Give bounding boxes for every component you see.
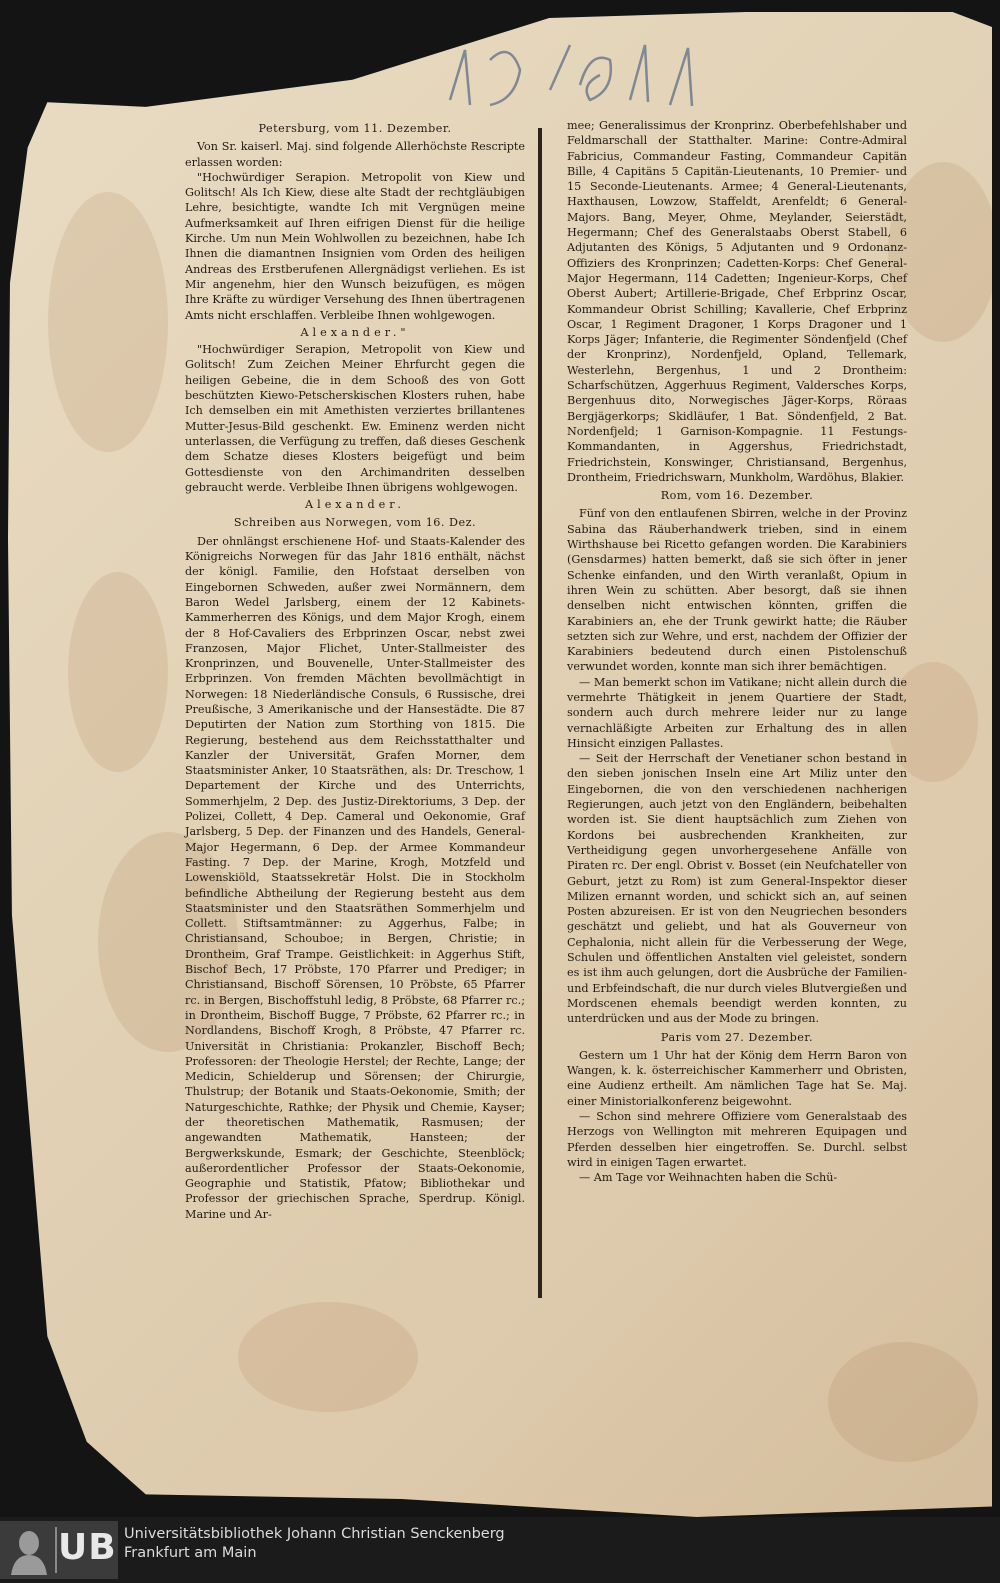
article-paragraph: "Hochwürdiger Serapion. Metropolit von Kiew und Golitsch! Als Ich Kiew, diese alte Stadt der rechtgläubigen Lehre, besichtigte, wandte Ich mit Vergnügen meine Aufmerksamkeit auf Ihren eifrigen Dienst für die heilige Kirche. Um nun Mein Wohlwollen zu bezeichnen, habe Ich Ihnen die diamantnen Insignien vom Orden des heiligen Andreas des Erstberufenen Allergnädigst verliehen. Es ist Mir angenehm, hier den Wunsch beizufügen, es mögen Ihre Kräfte zu würdiger Versehung des Ihnen übertragenen Amts nicht erschlaffen. Verbleibe Ihnen wohlgewogen. — [185, 170, 525, 322]
left-column — [185, 118, 525, 1222]
signature: Alexander. — [305, 498, 405, 512]
article-paragraph: Fünf von den entlaufenen Sbirren, welche in der Provinz Sabina das Räuberhandwerk trieben, sind in einem Wirthshause bei Ricetto gefangen worden. Die Karabiniers (Gensdarmes) hatten bemerkt, daß sie sich öfter in jener Schenke einfanden, und den Wirth veranlaßt, Opium in ihren Wein zu schütten. Aber besorgt, daß sie ihnen denselben nicht entwischen könnten, griffen die Karabiniers an, ehe der Trunk gewirkt hatte; die Räuber setzten sich zur Wehre, und erst, nachdem der Offizier der Karabiniers bedeutend durch einen Pistolenschuß verwundet worden, konnte man sich ihrer bemächtigen. — [567, 507, 907, 674]
article-paragraph: — Seit der Herrschaft der Venetianer schon bestand in den sieben jonischen Inseln eine Art Miliz unter den Eingebornen, die von den verschiedenen nachherigen Regierungen, auch jetzt von den Engländern, beibehalten worden ist. Sie dient hauptsächlich zum Ziehen von Kordons bei ausbrechenden Krankheiten, zur Vertheidigung gegen unvorhergesehene Anfälle von Piraten rc. Der engl. Obrist v. Bosset (ein Neufchateller von Geburt, jetzt zu Rom) ist zum General-Inspektor dieser Milizen ernannt worden, und schickt sich an, auf seinen Posten abzureisen. Er ist von den Neugriechen besonders geschätzt und geliebt, und hat als Gouverneur von Cephalonia, nicht allein für die Verbesserung der Wege, Schulen und öffentlichen Anstalten viel geleistet, sondern es ist ihm auch gelungen, dort die Ausbrüche der Familien- und Erbfeindschaft, die nur durch vieles Blutvergießen und Mordscenen ehemals beendigt werden konnten, zu unterdrücken und aus der Mode zu bringen. — [567, 752, 907, 1026]
library-name-line2: Frankfurt am Main — [124, 1545, 257, 1561]
logo-divider — [55, 1527, 57, 1573]
heading-norwegen: Schreiben aus Norwegen, vom 16. Dez. — [233, 516, 477, 530]
article-paragraph: — Schon sind mehrere Offiziere vom Generalstaab des Herzogs von Wellington mit mehreren Equipagen und Pferden desselben hier eingetroffen. Se. Durchl. selbst wird in einigen Tagen erwartet. — [567, 1110, 907, 1169]
portrait-icon — [6, 1525, 52, 1575]
article-paragraph: — Am Tage vor Weihnachten haben die Schü- — [579, 1171, 838, 1185]
right-column — [567, 118, 907, 1185]
article-paragraph: Von Sr. kaiserl. Maj. sind folgende Allerhöchste Rescripte erlassen worden: — [185, 140, 525, 169]
heading-petersburg: Petersburg, vom 11. Dezember. — [258, 122, 452, 135]
heading-paris: Paris vom 27. Dezember. — [660, 1030, 814, 1044]
article-paragraph: "Hochwürdiger Serapion, Metropolit von Kiew und Golitsch! Zum Zeichen Meiner Ehrfurcht gegen die heiligen Gebeine, die in dem Schooß des von Gott beschützten Kiewo-Petscherskischen Klosters ruhen, habe Ich demselben ein mit Amethisten verziertes brillantenes Mutter-Jesus-Bild geschenkt. Ew. Eminenz werden nicht unterlassen, die Verfügung zu treffen, daß dieses Geschenk dem Schatze dieses Klosters beigefügt und beim Gottesdienste von den Archimandriten desselben gebraucht werde. Verbleibe Ihnen übrigens wohlgewogen. — [185, 343, 525, 494]
library-name[interactable] — [124, 1525, 505, 1563]
handwritten-note — [430, 30, 730, 130]
article-paragraph: — Man bemerkt schon im Vatikane; nicht allein durch die vermehrte Thätigkeit in jenem Quartiere der Stadt, sondern auch durch mehrere leider nur zu lange vernachläßigte Arbeiten zur Erhaltung des in allen Hinsicht einzigen Pallastes. — [567, 675, 907, 750]
heading-rom: Rom, vom 16. Dezember. — [660, 489, 814, 503]
article-paragraph: Der ohnlängst erschienene Hof- und Staats-Kalender des Königreichs Norwegen für das Jahr 1816 enthält, nächst der königl. Familie, den Hofstaat derselben von Eingebornen Schweden, außer zwei Normännern, dem Baron Wedel Jarlsberg, einem der 12 Kabinets-Kammerherren des Königs, und dem Major Krogh, einem der 8 Hof-Cavaliers des Erbprinzen Oscar, nebst zwei Franzosen, Major Flichet, Unter-Stallmeister des Kronprinzen, und Bouvenelle, Unter-Stallmeister des Erbprinzen. Von fremden Mächten bevollmächtigt in Norwegen: 18 Niederländische Consuls, 6 Russische, drei Preußische, 3 Amerikanische und der Hansestädte. Die 87 Deputirten der Nation zum Storthing von 1815. Die Regierung, bestehend aus dem Reichsstatthalter und Kanzler der Universität, Grafen Morner, dem Staatsminister Anker, 10 Staatsräthen, als: Dr. Treschow, 1 Departement der Kirche und des Unterrichts, Sommerhjelm, 2 Dep. des Justiz-Direktoriums, 3 Dep. der Polizei, Collett, 4 Dep. Cameral und Oekonomie, Graf Jarlsberg, 5 Dep. der Finanzen und des Handels, General-Major Hegermann, 6 Dep. der Armee Kommandeur Fasting. 7 Dep. der Marine, Krogh, Motzfeld und Lowenskiöld, Staatssekretär Holst. Die in Stockholm befindliche Abtheilung der Regierung besteht aus dem Staatsminister und den Staatsräthen Sommerhjelm und Collett. Stiftsamtmänner: zu Aggerhus, Falbe; in Christiansand, Schouboe; in Bergen, Christie; in Drontheim, Graf Trampe. Geistlichkeit: in Aggerhus Stift, Bischof Bech, 17 Pröbste, 170 Pfarrer und Prediger; in Christiansand, Bischoff Sörensen, 10 Pröbste, 65 Pfarrer rc. in Bergen, Bischoffstuhl ledig, 8 Pröbste, 68 Pfarrer rc.; in Drontheim, Bischoff Bugge, 7 Pröbste, 62 Pfarrer rc.; in Nordlandens, Bischoff Krogh, 8 Pröbste, 47 Pfarrer rc. Universität in Christiania: Prokanzler, Bischoff Bech; Professoren: der Theologie Herstel; der Rechte, Lange; der Medicin, Schielderup und Sörensen; der Chirurgie, Thulstrup; der Botanik und Staats-Oekonomie, Smith; der Naturgeschichte, Rathke; der Physik und Chemie, Kayser; der theoretischen Mathematik, Rasmusen; der angewandten Mathematik, Hansteen; der Bergwerkskunde, Esmark; der Geschichte, Steenblöck; außerordentlicher Professor der Staats-Oekonomie, Geographie und Statistik, Pfatow; Bibliothekar und Professor der griechischen Sprache, Sperdrup. Königl. Marine und Ar- — [185, 534, 525, 1221]
library-name-line1: Universitätsbibliothek Johann Christian Senckenberg — [124, 1526, 505, 1542]
signature: Alexander." — [300, 325, 410, 339]
logo-ub-text: UB — [58, 1527, 117, 1568]
article-paragraph: mee; Generalissimus der Kronprinz. Oberbefehlshaber und Feldmarschall der Statthalter. Marine: Contre-Admiral Fabricius, Commandeur Fasting, Commandeur Capitän Bille, 4 Capitäns 5 Capitän-Lieutenants, 10 Premier- und 15 Seconde-Lieutenants. Armee; 4 General-Lieutenants, Haxthausen, Lowzow, Staffeldt, Arenfeldt; 6 General-Majors. Bang, Meyer, Ohme, Meylander, Seierstädt, Hegermann; Chef des Generalstaabs Oberst Stabell, 6 Adjutanten des Königs, 5 Adjutanten und 9 Ordonanz-Offiziers des Kronprinzen; Cadetten-Korps: Chef General-Major Hegermann, 114 Cadetten; Ingenieur-Korps, Chef Oberst Aubert; Artillerie-Brigade, Chef Erbprinz Oscar, Kommandeur Obrist Schilling; Kavallerie, Chef Erbprinz Oscar, 1 Regiment Dragoner, 1 Korps Dragoner und 1 Korps Jäger; Infanterie, die Regimenter Söndenfjeld (Chef der Kronprinz), Nordenfjeld, Opland, Tellemark, Westerlehn, Bergenhus, 1 und 2 Drontheim: Scharfschützen, Aggerhuus Regiment, Valdersches Korps, Bergenhuus dito, Norwegisches Jäger-Korps, Röraas Bergjägerkorps; Skidläufer, 1 Bat. Söndenfjeld, 2 Bat. Nordenfjeld; 1 Garnison-Kompagnie. 11 Festungs-Kommandanten, in Aggershus, Friedrichstadt, Friedrichstein, Konswinger, Christiansand, Bergenhus, Drontheim, Friedrichswarn, Munkholm, Wardöhus, Blakier. — [567, 119, 907, 484]
article-paragraph: Gestern um 1 Uhr hat der König dem Herrn Baron von Wangen, k. k. österreichischer Kammerherr und Obristen, eine Audienz ertheilt. Am nämlichen Tage hat Se. Maj. einer Ministorialkonferenz beigewohnt. — [567, 1048, 907, 1108]
column-divider — [538, 128, 542, 1298]
